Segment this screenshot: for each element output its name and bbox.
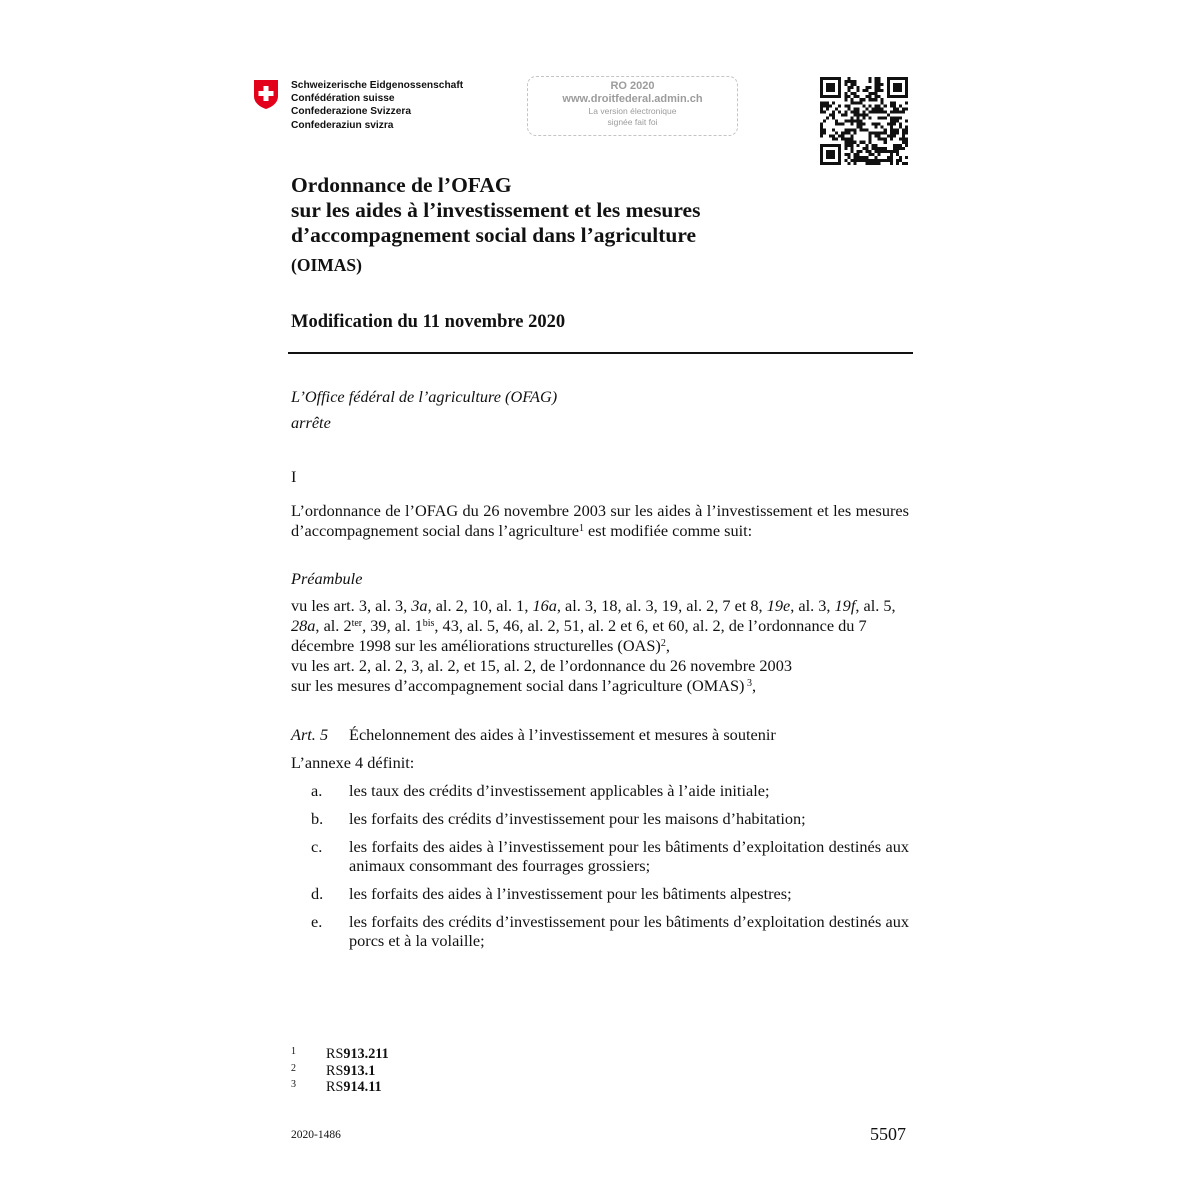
footnote-ref[interactable]: 913.211 xyxy=(343,1046,389,1062)
list-item-text: les forfaits des aides à l’investissement pour les bâtiments alpestres; xyxy=(349,884,792,903)
preamble-italic: 28a xyxy=(291,616,316,635)
confederation-it: Confederazione Svizzera xyxy=(291,106,412,118)
preamble-part: , al. 3, xyxy=(790,596,835,615)
stamp-ro: RO 2020 xyxy=(610,80,655,92)
article-number: Art. 5 xyxy=(291,725,329,744)
list-item-letter: a. xyxy=(311,781,323,800)
list-item-text: les forfaits des aides à l’investissement pour les bâtiments d’exploitation destinés aux animaux consommant des fourrages grossiers; xyxy=(349,837,909,875)
footnote-prefix: RS xyxy=(326,1079,344,1095)
document-code: 2020-1486 xyxy=(291,1129,341,1141)
footnotes xyxy=(291,1046,389,1096)
list-item xyxy=(291,781,909,800)
preamble-part: , al. 2 xyxy=(315,616,352,635)
publication-stamp xyxy=(527,76,738,136)
stamp-note-1: La version électronique xyxy=(588,106,677,116)
preamble-part: vu les art. 3, al. 3, xyxy=(291,596,412,615)
list-item-letter: e. xyxy=(311,912,323,931)
confederation-names xyxy=(291,79,463,132)
preamble-part: , xyxy=(665,636,670,655)
footnote xyxy=(291,1046,389,1063)
article-heading xyxy=(291,725,776,745)
qr-code[interactable] xyxy=(820,77,908,165)
preamble-part: , al. 5, xyxy=(855,596,896,615)
modification-date: Modification du 11 novembre 2020 xyxy=(291,312,566,332)
footnote xyxy=(291,1079,389,1096)
preamble-italic: 16a xyxy=(532,596,557,615)
article-title: Échelonnement des aides à l’investissement et mesures à soutenir xyxy=(349,725,776,744)
list-item-letter: c. xyxy=(311,837,323,856)
list-item-text: les forfaits des crédits d’investissement pour les bâtiments d’exploitation destinés aux porcs et à la volaille; xyxy=(349,912,909,950)
stamp-note-2: signée fait foi xyxy=(607,117,658,127)
preamble-part: , xyxy=(751,676,757,695)
swiss-cross-icon xyxy=(252,79,280,110)
intro-text-end: est modifiée comme suit: xyxy=(583,521,753,540)
footnote-ref-2[interactable]: 2 xyxy=(660,638,666,649)
list-item-text: les taux des crédits d’investissement applicables à l’aide initiale; xyxy=(349,781,770,800)
list-item xyxy=(291,809,909,828)
list-item xyxy=(291,884,909,903)
list-item-letter: b. xyxy=(311,809,324,828)
section-number: I xyxy=(291,467,297,486)
stamp-url[interactable]: www.droitfederal.admin.ch xyxy=(562,93,703,105)
preamble-superscript: bis xyxy=(422,618,435,629)
article-list xyxy=(291,781,909,959)
issuer-verb: arrête xyxy=(291,413,331,432)
preamble-text xyxy=(291,596,911,696)
preamble-superscript: ter xyxy=(351,618,363,629)
title-line-2: sur les aides à l’investissement et les mesures xyxy=(291,198,701,222)
footnote-ref-3[interactable]: 3 xyxy=(744,678,752,689)
footnote-number: 2 xyxy=(291,1062,296,1074)
preamble-part: , al. 2, 10, al. 1, xyxy=(427,596,533,615)
footnote-number: 1 xyxy=(291,1046,296,1057)
confederation-rm: Confederaziun svizra xyxy=(291,119,394,131)
preamble-italic: 19f xyxy=(834,596,856,615)
article-lead: L’annexe 4 définit: xyxy=(291,753,415,772)
list-item xyxy=(291,837,909,875)
preamble-part: , 39, al. 1 xyxy=(362,616,423,635)
preamble-italic: 19e xyxy=(766,596,791,615)
issuer-authority: L’Office fédéral de l’agriculture (OFAG) xyxy=(291,387,558,406)
list-item xyxy=(291,912,909,950)
preamble-italic: 3a xyxy=(411,596,428,615)
footnote-prefix: RS xyxy=(326,1062,344,1079)
preamble-part: , al. 3, 18, al. 3, 19, al. 2, 7 et 8, xyxy=(556,596,767,615)
footnote xyxy=(291,1063,389,1080)
intro-paragraph xyxy=(291,501,909,541)
footnote-ref-1[interactable]: 1 xyxy=(578,523,584,534)
list-item-text: les forfaits des crédits d’investissement pour les maisons d’habitation; xyxy=(349,809,806,828)
intro-text: L’ordonnance de l’OFAG du 26 novembre 2003 sur les aides à l’investissement et les mesures d’accompagnement social dans l’agriculture xyxy=(291,501,909,540)
issuer xyxy=(291,384,557,436)
list-item-letter: d. xyxy=(311,884,324,903)
confederation-fr: Confédération suisse xyxy=(291,93,395,105)
footnote-ref[interactable]: 914.11 xyxy=(343,1079,382,1095)
title-line-3: d’accompagnement social dans l’agriculture xyxy=(291,223,697,247)
preamble-part: , 43, al. 5, 46, al. 2, 51, al. 2 et 6, et 60, al. 2, de l’ordonnance du 7 décembre 1998 sur les améliorations structurelles (OAS) xyxy=(291,616,867,655)
footnote-number: 3 xyxy=(291,1079,296,1090)
title-abbreviation: (OIMAS) xyxy=(291,255,362,275)
footnote-prefix: RS xyxy=(326,1046,344,1062)
title-line-1: Ordonnance de l’OFAG xyxy=(291,173,512,197)
preamble-part: vu les art. 2, al. 2, 3, al. 2, et 15, al. 2, de l’ordonnance du 26 novembre 2003 xyxy=(291,656,792,675)
footnote-ref[interactable]: 913.1 xyxy=(343,1062,376,1079)
page-number: 5507 xyxy=(870,1124,906,1144)
document-title xyxy=(291,173,700,248)
title-divider xyxy=(288,352,913,354)
confederation-de: Schweizerische Eidgenossenschaft xyxy=(291,80,464,91)
preamble-heading: Préambule xyxy=(291,569,363,588)
preamble-part: sur les mesures d’accompagnement social dans l’agriculture (OMAS) xyxy=(291,676,745,695)
